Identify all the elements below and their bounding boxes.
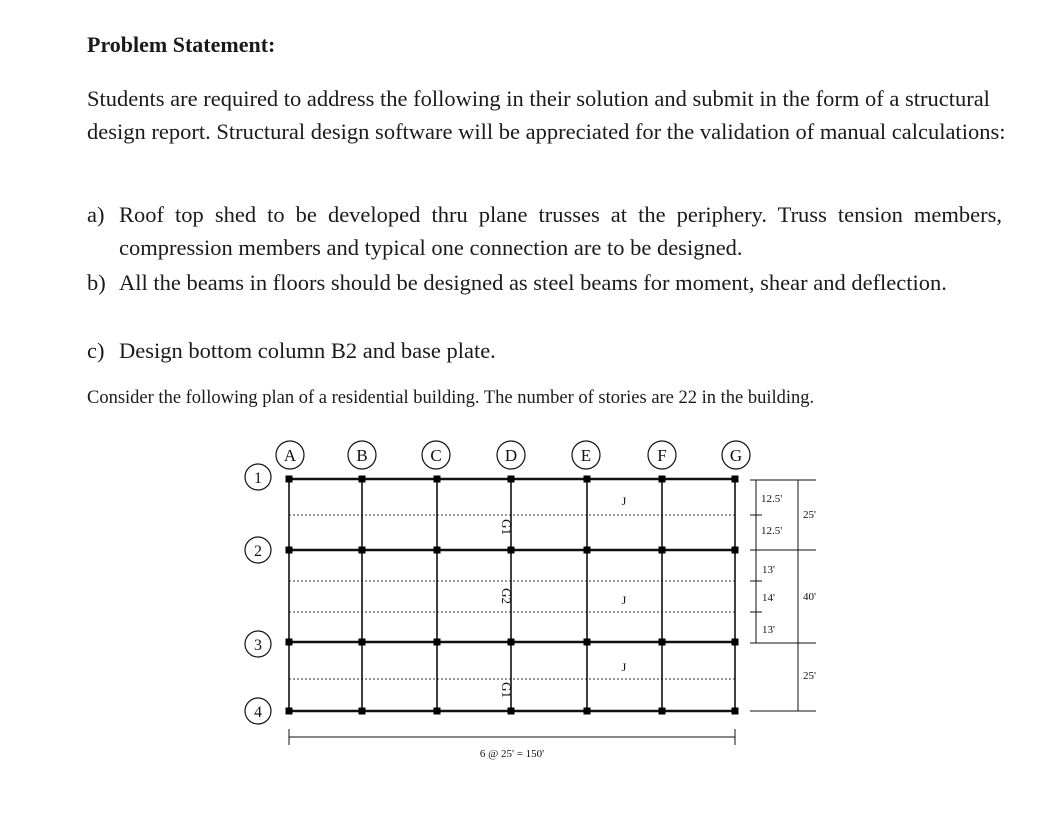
column-label: D (504, 446, 518, 465)
column-marker (286, 547, 293, 554)
joist-label: J (621, 660, 627, 674)
row-label: 2 (254, 543, 262, 560)
column-marker (359, 476, 366, 483)
girder-label: G1 (499, 682, 514, 698)
column-marker (286, 708, 293, 715)
column-label: G (729, 446, 743, 465)
column-label: E (580, 446, 592, 465)
column-marker (659, 708, 666, 715)
column-marker (659, 639, 666, 646)
column-marker (732, 639, 739, 646)
problem-statement-heading: Problem Statement: (87, 32, 276, 57)
column-label: F (657, 446, 667, 465)
column-label: B (356, 446, 368, 465)
column-marker (434, 708, 441, 715)
task-text: Roof top shed to be developed thru plane trusses at the periphery. Truss tension members, compression members and typical one connection are to be designed. (119, 202, 1002, 260)
column-marker (508, 708, 515, 715)
overall-dimension (289, 729, 735, 745)
column-label: A (283, 446, 297, 465)
column-marker (359, 639, 366, 646)
inner-dim-label: 12.5' (761, 493, 783, 505)
column-marker (286, 639, 293, 646)
column-marker (508, 547, 515, 554)
inner-dim-label: 13' (762, 564, 775, 576)
girder-label: G1 (499, 519, 514, 535)
joist-label: J (621, 494, 627, 508)
row-label: 1 (254, 470, 262, 487)
plan-caption: Consider the following plan of a residential building. The number of stories are 22 in the building. (87, 388, 815, 408)
column-marker (584, 708, 591, 715)
task-text: Design bottom column B2 and base plate. (119, 338, 496, 363)
girder-label: G2 (499, 588, 514, 604)
column-marker (659, 476, 666, 483)
column-marker (732, 547, 739, 554)
column-marker (508, 639, 515, 646)
column-marker (659, 547, 666, 554)
column-marker (584, 476, 591, 483)
task-text: All the beams in floors should be designed as steel beams for moment, shear and deflection. (119, 270, 947, 295)
inner-dim-label: 13' (762, 624, 775, 636)
column-label: C (430, 446, 442, 465)
column-marker (286, 476, 293, 483)
outer-dim-label: 25' (803, 670, 816, 682)
column-marker (434, 639, 441, 646)
column-marker (434, 476, 441, 483)
column-marker (584, 547, 591, 554)
task-marker: c) (87, 338, 105, 363)
task-marker: b) (87, 270, 106, 295)
column-marker (359, 547, 366, 554)
column-marker (508, 476, 515, 483)
column-marker (584, 639, 591, 646)
row-bubbles (245, 464, 271, 724)
inner-dim-label: 12.5' (761, 525, 783, 537)
joist-label: J (621, 593, 627, 607)
task-marker: a) (87, 202, 105, 227)
outer-dim-label: 25' (803, 509, 816, 521)
column-marker (434, 547, 441, 554)
inner-dim-label: 14' (762, 592, 775, 604)
column-marker (732, 476, 739, 483)
column-marker (732, 708, 739, 715)
row-label: 3 (254, 637, 262, 654)
row-label: 4 (254, 704, 262, 721)
overall-dim-label: 6 @ 25' = 150' (479, 748, 545, 760)
column-marker (359, 708, 366, 715)
intro-paragraph: Students are required to address the following in their solution and submit in the form of a structural design report. Structural design software will be appreciated for the validation of manual calculations: (87, 86, 1006, 144)
outer-dim-label: 40' (803, 591, 816, 603)
